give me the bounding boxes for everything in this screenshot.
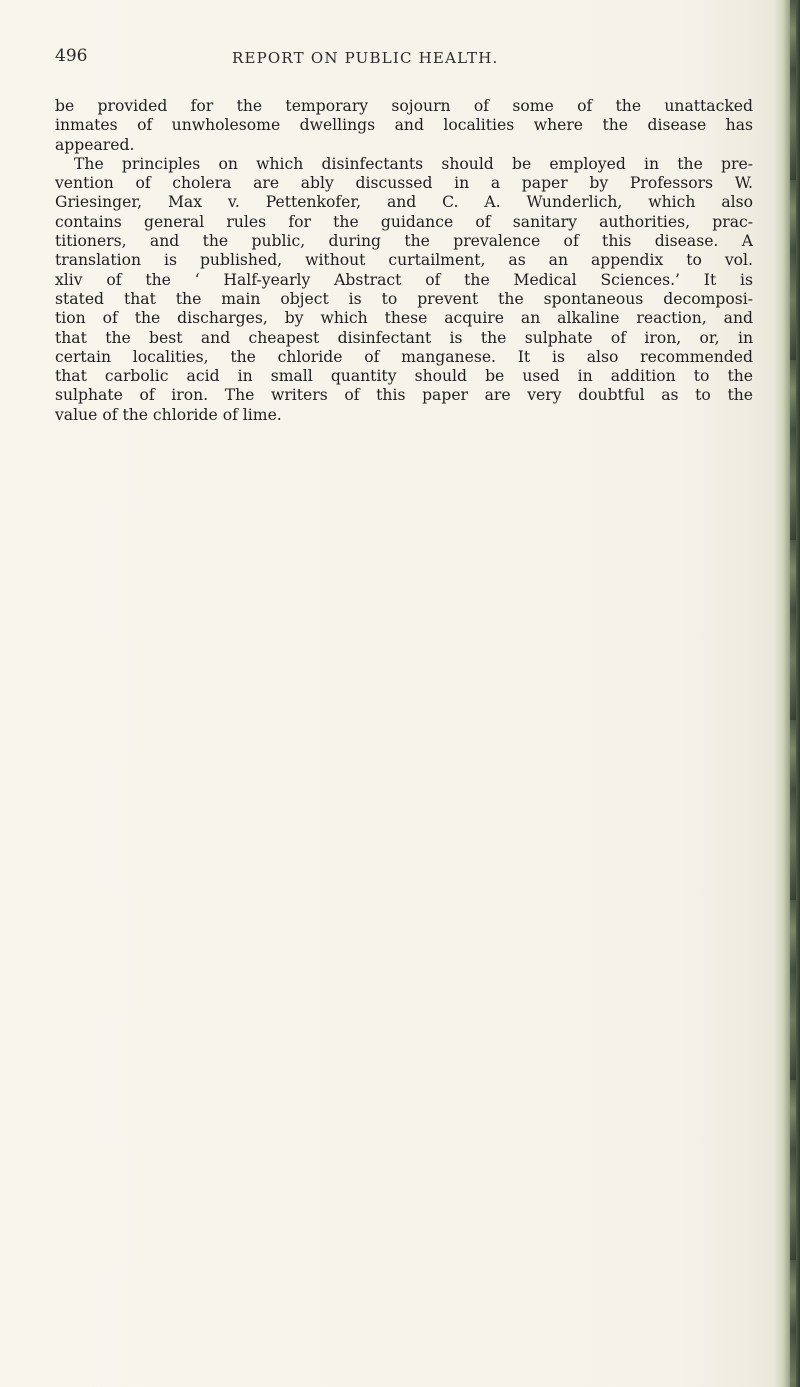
text-line: that the best and cheapest disinfectant is the sulphate of iron, or, in: [55, 328, 753, 347]
text-line: stated that the main object is to prevent the spontaneous decomposi-: [55, 289, 753, 308]
text-line: The principles on which disinfectants should be employed in the pre-: [74, 154, 753, 173]
text-line: sulphate of iron. The writers of this paper are very doubtful as to the: [55, 386, 753, 405]
text-line: be provided for the temporary sojourn of some of the unattacked: [55, 97, 753, 115]
text-line: value of the chloride of lime.: [55, 405, 282, 424]
paragraph: [55, 155, 753, 174]
text-line: inmates of unwholesome dwellings and localities where the disease has: [55, 116, 753, 135]
text-line: that carbolic acid in small quantity should be used in addition to the: [55, 367, 753, 386]
text-line: xliv of the ‘ Half-yearly Abstract of the Medical Sciences.’ It is: [55, 270, 753, 289]
text-line: contains general rules for the guidance of sanitary authorities, prac-: [55, 212, 753, 231]
text-line: translation is published, without curtailment, as an appendix to vol.: [55, 251, 753, 270]
paragraph: [55, 97, 753, 155]
binding-edge: [790, 0, 796, 1387]
running-head: REPORT ON PUBLIC HEALTH.: [232, 49, 499, 67]
body-text: [55, 97, 753, 425]
text-line: certain localities, the chloride of manganese. It is also recommended: [55, 347, 753, 366]
text-line: appeared.: [55, 135, 135, 154]
paragraph-continuation: [55, 174, 753, 425]
page-number: 496: [55, 46, 88, 66]
page-header: [0, 46, 800, 76]
text-line: Griesinger, Max v. Pettenkofer, and C. A. Wunderlich, which also: [55, 193, 753, 212]
text-line: vention of cholera are ably discussed in a paper by Professors W.: [55, 174, 753, 193]
text-line: titioners, and the public, during the prevalence of this disease. A: [55, 232, 753, 251]
text-line: tion of the discharges, by which these acquire an alkaline reaction, and: [55, 309, 753, 328]
page-edge-shadow: [774, 0, 800, 1387]
